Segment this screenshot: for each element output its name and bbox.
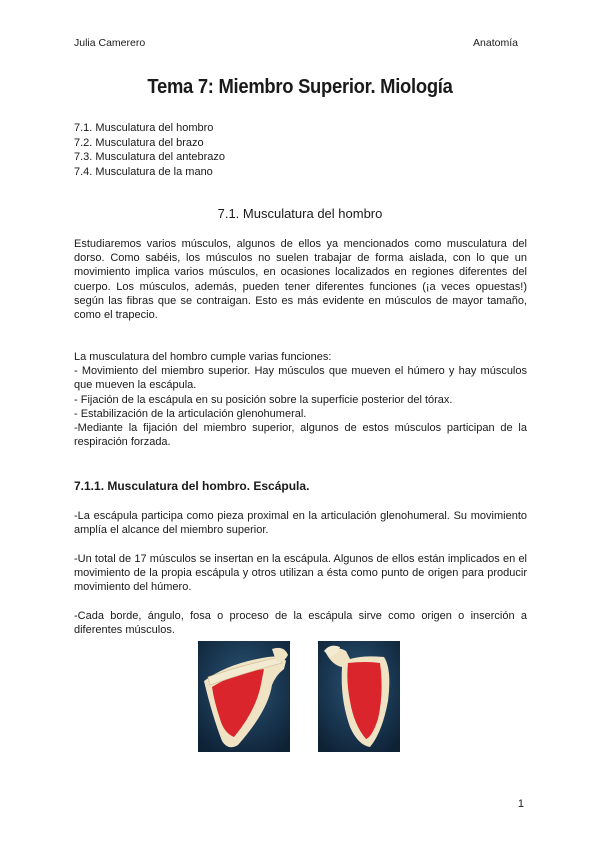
page-title: Tema 7: Miembro Superior. Miología [147, 76, 453, 98]
functions-list [74, 350, 527, 449]
toc-item: 7.3. Musculatura del antebrazo [74, 151, 226, 164]
header-subject: Anatomía [473, 37, 518, 49]
scapula-posterior-image [198, 641, 290, 752]
list-item: - Fijación de la escápula en su posición sobre la superficie posterior del tórax. [74, 393, 453, 406]
table-of-contents [74, 121, 225, 179]
scapula-anterior-image [318, 641, 400, 752]
point-paragraph: -Un total de 17 músculos se insertan en la escápula. Algunos de ellos están implicados en el movimiento de la propia escápula y otros utilizan a ésta como punto de origen para producir movimiento del húmero. [74, 553, 527, 594]
functions-intro: La musculatura del hombro cumple varias funciones: [74, 351, 332, 363]
toc-item: 7.1. Musculatura del hombro [74, 122, 214, 134]
toc-item: 7.2. Musculatura del brazo [74, 136, 204, 149]
intro-paragraph: Estudiaremos varios músculos, algunos de ellos ya mencionados como musculatura del dorso. Como sabéis, los músculos no suelen trabajar de forma aislada, con lo que un movimiento implica varios músculos, en ocasiones localizados en regiones diferentes del cuerpo. Los músculos, además, pueden tener diferentes funciones (¡a veces opuestas!) según las fibras que se contraigan. Esto es más evidente en músculos de mayor tamaño, como el trapecio. [74, 238, 527, 322]
scapula-anterior-figure [318, 641, 400, 752]
list-item: -Mediante la fijación del miembro superior, algunos de estos músculos participan de la respiración forzada. [74, 422, 527, 449]
list-item: - Estabilización de la articulación glenohumeral. [74, 407, 307, 420]
section-title: 7.1. Musculatura del hombro [217, 206, 383, 221]
point-paragraph: -La escápula participa como pieza proximal en la articulación glenohumeral. Su movimiento amplía el alcance del miembro superior. [74, 510, 527, 537]
list-item: - Movimiento del miembro superior. Hay músculos que mueven el húmero y hay músculos que mueven la escápula. [74, 365, 527, 392]
scapula-posterior-figure [198, 641, 290, 752]
subsection-title: 7.1.1. Musculatura del hombro. Escápula. [74, 479, 310, 493]
toc-item: 7.4. Musculatura de la mano [74, 165, 213, 178]
point-paragraph: -Cada borde, ángulo, fosa o proceso de la escápula sirve como origen o inserción a diferentes músculos. [74, 610, 527, 637]
page-number: 1 [517, 798, 524, 810]
header-author: Julia Camerero [74, 37, 146, 49]
